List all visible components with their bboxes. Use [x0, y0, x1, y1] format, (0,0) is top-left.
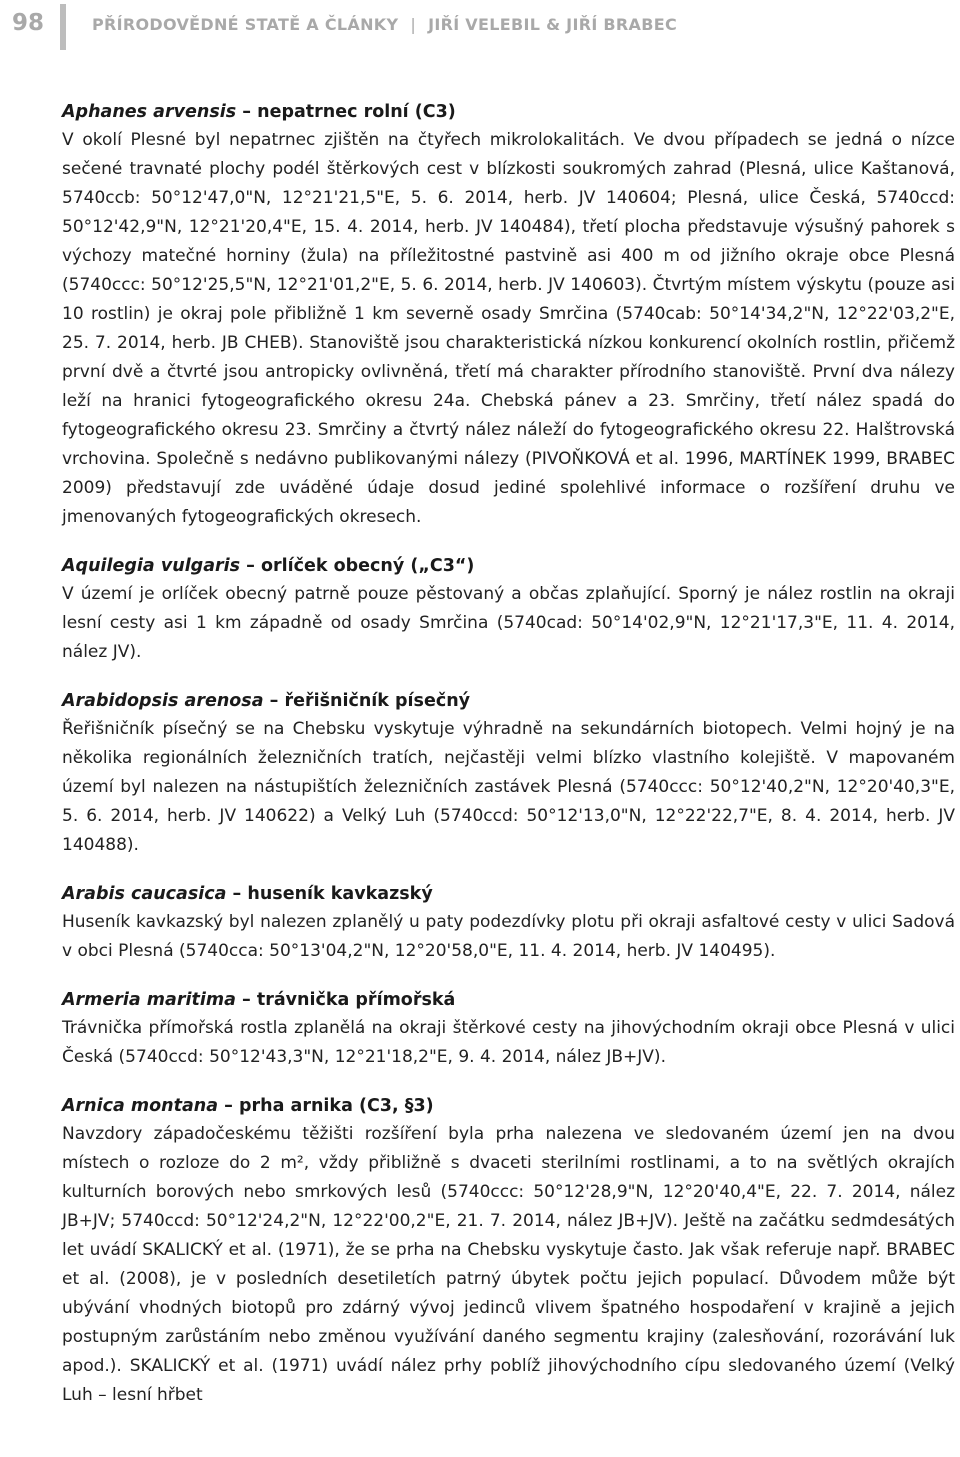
common-name: – orlíček obecný („C3“) — [240, 556, 475, 576]
species-heading — [62, 1092, 955, 1120]
species-heading — [62, 880, 955, 908]
authors: JIŘÍ VELEBIL & JIŘÍ BRABEC — [428, 15, 678, 34]
species-entry — [62, 552, 955, 667]
species-entry — [62, 986, 955, 1072]
header-separator: | — [410, 15, 417, 34]
latin-name: Aquilegia vulgaris — [62, 556, 241, 576]
species-text: V okolí Plesné byl nepatrnec zjištěn na čtyřech mikrolokalitách. Ve dvou případech se jedná o nízce sečené travnaté plochy podél štěrkových cest v blízkosti soukromých zahrad (Plesná, ulice Kaštanová, 5740ccb: 50°12'47,0"N, 12°21'21,5"E, 5. 6. 2014, herb. JV 140604; Plesná, ulice Česká, 5740ccd: 50°12'42,9"N, 12°21'20,4"E, 15. 4. 2014, herb. JV 140484), třetí plocha představuje výsušný pahorek s výchozy matečné horniny (žula) na příležitostné pastvině asi 400 m od jižního okraje obce Plesná (5740ccc: 50°12'25,5"N, 12°21'01,2"E, 5. 6. 2014, herb. JV 140603). Čtvrtým místem výskytu (pouze asi 10 rostlin) je okraj pole přibližně 1 km severně osady Smrčina (5740cab: 50°14'34,2"N, 12°22'03,2"E, 25. 7. 2014, herb. JB CHEB). Stanoviště jsou charakteristická nízkou konkurencí okolních rostlin, přičemž první dvě a čtvrté jsou antropicky ovlivněná, třetí má charakter přírodního stanoviště. První dva nálezy leží na hranici fytogeografického okresu 24a. Chebská pánev a 23. Smrčiny, třetí nález spadá do fytogeografického okresu 23. Smrčiny a čtvrtý nález náleží do fytogeografického okresu 22. Halštrovská vrchovina. Společně s nedávno publikovanými nálezy (PIVOŇKOVÁ et al. 1996, MARTÍNEK 1999, BRABEC 2009) představují zde uváděné údaje dosud jediné spolehlivé informace o rozšíření druhu ve jmenovaných fytogeografických okresech. — [62, 130, 955, 527]
common-name: – řeřišničník písečný — [263, 691, 471, 711]
latin-name: Aphanes arvensis — [62, 102, 237, 122]
running-head — [92, 15, 677, 34]
latin-name: Arabis caucasica — [62, 884, 227, 904]
species-text: V území je orlíček obecný patrně pouze pěstovaný a občas zplaňující. Sporný je nález rostlin na okraji lesní cesty asi 1 km západně od osady Smrčina (5740cad: 50°14'02,9"N, 12°21'17,3"E, 11. 4. 2014, nález JV). — [62, 584, 955, 662]
section-title: PŘÍRODOVĚDNÉ STATĚ A ČLÁNKY — [92, 15, 399, 34]
common-name: – nepatrnec rolní (C3) — [236, 102, 456, 122]
species-text: Trávnička přímořská rostla zplanělá na okraji štěrkové cesty na jihovýchodním okraji obce Plesná v ulici Česká (5740ccd: 50°12'43,3"N, 12°21'18,2"E, 9. 4. 2014, nález JB+JV). — [62, 1018, 955, 1067]
latin-name: Armeria maritima — [62, 990, 236, 1010]
species-heading — [62, 98, 955, 126]
common-name: – prha arnika (C3, §3) — [218, 1096, 434, 1116]
common-name: – trávnička přímořská — [235, 990, 456, 1010]
species-text: Řeřišničník písečný se na Chebsku vyskytuje výhradně na sekundárních biotopech. Velmi hojný je na několika regionálních železničních tratích, nejčastěji velmi blízko vlastního kolejiště. V mapovaném území byl nalezen na nástupištích železničních zastávek Plesná (5740ccc: 50°12'40,2"N, 12°20'40,3"E, 5. 6. 2014, herb. JV 140622) a Velký Luh (5740ccd: 50°12'13,0"N, 12°22'22,7"E, 8. 4. 2014, herb. JV 140488). — [62, 719, 955, 855]
species-heading — [62, 687, 955, 715]
species-entry — [62, 880, 955, 966]
page-header — [0, 0, 960, 58]
species-entry — [62, 687, 955, 860]
common-name: – huseník kavkazský — [226, 884, 433, 904]
species-entry — [62, 98, 955, 532]
latin-name: Arnica montana — [62, 1096, 219, 1116]
article-body — [62, 98, 955, 1430]
latin-name: Arabidopsis arenosa — [62, 691, 264, 711]
header-divider — [60, 4, 66, 50]
species-heading — [62, 986, 955, 1014]
page-number: 98 — [12, 10, 45, 36]
species-heading — [62, 552, 955, 580]
species-text: Huseník kavkazský byl nalezen zplanělý u paty podezdívky plotu při okraji asfaltové cesty v ulici Sadová v obci Plesná (5740cca: 50°13'04,2"N, 12°20'58,0"E, 11. 4. 2014, herb. JV 140495). — [62, 912, 955, 961]
species-text: Navzdory západočeskému těžišti rozšíření byla prha nalezena ve sledovaném území jen na dvou místech o rozloze do 2 m², vždy přibližně s dvaceti sterilními rostlinami, a to na světlých okrajích kulturních borových nebo smrkových lesů (5740ccc: 50°12'28,9"N, 12°20'40,4"E, 22. 7. 2014, nález JB+JV; 5740ccd: 50°12'24,2"N, 12°22'00,2"E, 21. 7. 2014, nález JB+JV). Ještě na začátku sedmdesátých let uvádí SKALICKÝ et al. (1971), že se prha na Chebsku vyskytuje často. Jak však referuje např. BRABEC et al. (2008), je v posledních desetiletích patrný úbytek počtu jejich populací. Důvodem může být ubývání vhodných biotopů pro zdárný vývoj jedinců vlivem špatného hospodaření v krajině a jejich postupným zarůstáním nebo změnou využívání daného segmentu krajiny (zalesňování, rozorávání luk apod.). SKALICKÝ et al. (1971) uvádí nález prhy poblíž jihovýchodního cípu sledovaného území (Velký Luh – lesní hřbet — [62, 1124, 955, 1405]
species-entry — [62, 1092, 955, 1410]
